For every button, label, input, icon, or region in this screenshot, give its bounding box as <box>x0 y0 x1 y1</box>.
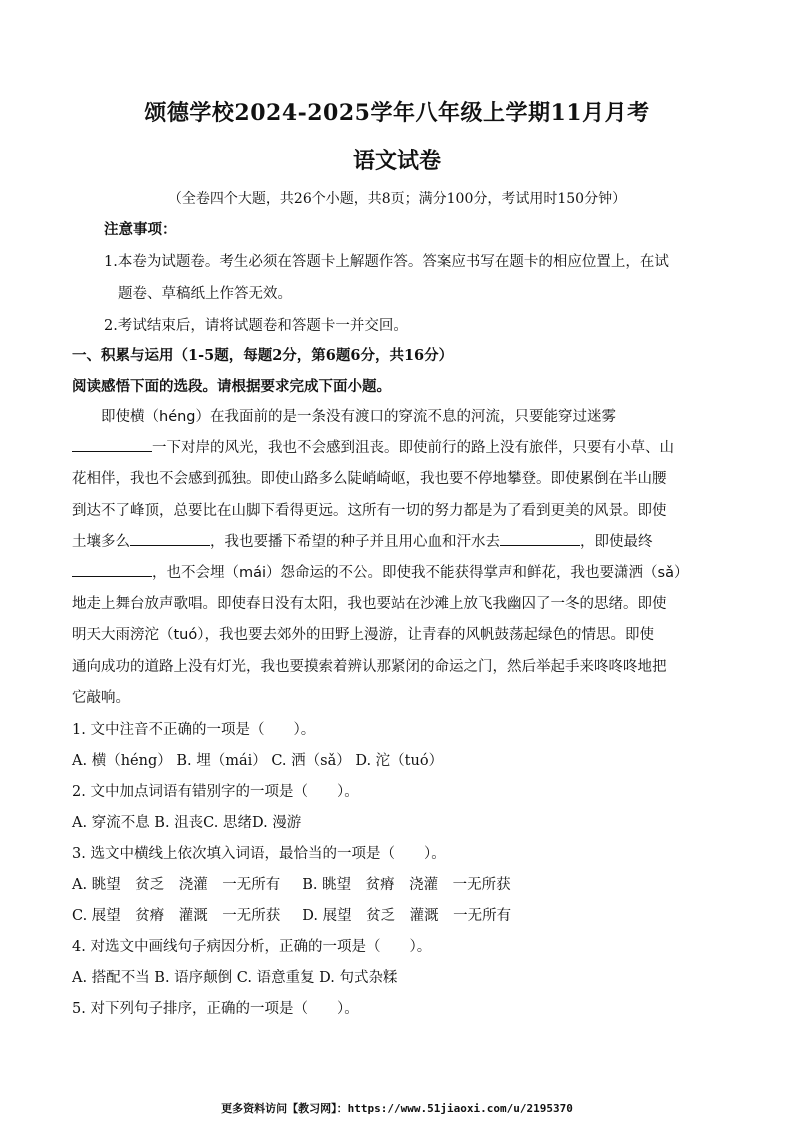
question-5: 5. 对下列句子排序，正确的一项是（ ）。 <box>72 1001 359 1017</box>
footer-link[interactable]: 更多资料访问【教习网】：https://www.51jiaoxi.com/u/2195370 <box>221 1102 573 1115</box>
notice-item-2: 2.考试结束后，请将试题卷和答题卡一并交回。 <box>104 318 408 334</box>
notice-item-1: 1.本卷为试题卷。考生必须在答题卡上解题作答。答案应书写在题卡的相应位置上，在试 <box>104 254 669 270</box>
passage-line: 即使横（héng）在我面前的是一条没有渡口的穿流不息的河流，只要能穿过迷雾 <box>101 409 617 425</box>
passage-line: 通向成功的道路上没有灯光，我也要摸索着辨认那紧闭的命运之门，然后举起手来咚咚咚地把 <box>72 658 667 675</box>
notice-heading: 注意事项： <box>104 221 177 238</box>
exam-title: 颂德学校2024-2025学年八年级上学期11月月考 <box>144 100 650 126</box>
passage-text: ，即使最终 <box>580 533 653 550</box>
passage-line: 地走上舞台放声歌唱。即使春日没有太阳，我也要站在沙滩上放飞我幽囚了一冬的思绪。即使 <box>72 596 667 613</box>
passage-line <box>72 433 724 464</box>
passage-line: 它敲响。 <box>72 689 130 706</box>
question-2-options: A. 穿流不息 B. 沮丧C. 思绪D. 漫游 <box>72 815 302 831</box>
passage-line: 明天大雨滂沱（tuó），我也要去郊外的田野上漫游，让青春的风帆鼓荡起绿色的情思。即使 <box>72 627 654 644</box>
passage-line: 花相伴，我也不会感到孤独。即使山路多么陡峭崎岖，我也要不停地攀登。即使累倒在半山腰 <box>72 471 667 488</box>
passage-line <box>72 527 724 558</box>
passage-text: ，也不会埋（mái）怨命运的不公。即使我不能获得掌声和鲜花，我也要潇洒（sǎ） <box>152 565 689 582</box>
option-d: D. 展望 贫乏 灌溉 一无所有 <box>302 908 512 924</box>
option-c: C. 展望 贫瘠 灌溉 一无所获 <box>72 908 281 924</box>
question-1-options: A. 横（héng） B. 埋（mái） C. 洒（sǎ） D. 沱（tuó） <box>72 753 444 769</box>
passage-line: 到达不了峰顶，总要比在山脚下看得更远。这所有一切的努力都是为了看到更美的风景。即使 <box>72 502 667 519</box>
fill-blank <box>500 531 580 546</box>
passage-text: 土壤多么 <box>72 533 130 550</box>
option-a: A. 眺望 贫乏 浇灌 一无所有 <box>72 877 281 893</box>
fill-blank <box>72 562 152 577</box>
exam-subtitle: 语文试卷 <box>352 148 441 174</box>
question-3: 3. 选文中横线上依次填入词语，最恰当的一项是（ ）。 <box>72 846 446 862</box>
reading-passage <box>72 402 724 714</box>
option-b: B. 眺望 贫瘠 浇灌 一无所获 <box>302 877 511 893</box>
fill-blank <box>130 531 210 546</box>
question-3-options-cd <box>72 906 724 926</box>
exam-info: （全卷四个大题，共26个小题，共8页；满分100分，考试用时150分钟） <box>167 191 627 207</box>
fill-blank <box>72 437 152 452</box>
question-3-options-ab <box>72 875 724 895</box>
notice-item-1-cont: 题卷、草稿纸上作答无效。 <box>118 286 292 302</box>
question-1: 1. 文中注音不正确的一项是（ ）。 <box>72 722 316 738</box>
passage-line <box>72 558 724 589</box>
question-4-options: A. 搭配不当 B. 语序颠倒 C. 语意重复 D. 句式杂糅 <box>72 970 398 986</box>
section-heading: 一、积累与运用（1-5题，每题2分，第6题6分，共16分） <box>72 347 454 364</box>
passage-text: ，我也要播下希望的种子并且用心血和汗水去 <box>210 533 500 550</box>
question-4: 4. 对选文中画线句子病因分析，正确的一项是（ ）。 <box>72 939 432 955</box>
question-2: 2. 文中加点词语有错别字的一项是（ ）。 <box>72 784 359 800</box>
passage-text: 一下对岸的风光，我也不会感到沮丧。即使前行的路上没有旅伴，只要有小草、山 <box>152 440 674 457</box>
reading-instruction: 阅读感悟下面的选段。请根据要求完成下面小题。 <box>72 378 391 395</box>
